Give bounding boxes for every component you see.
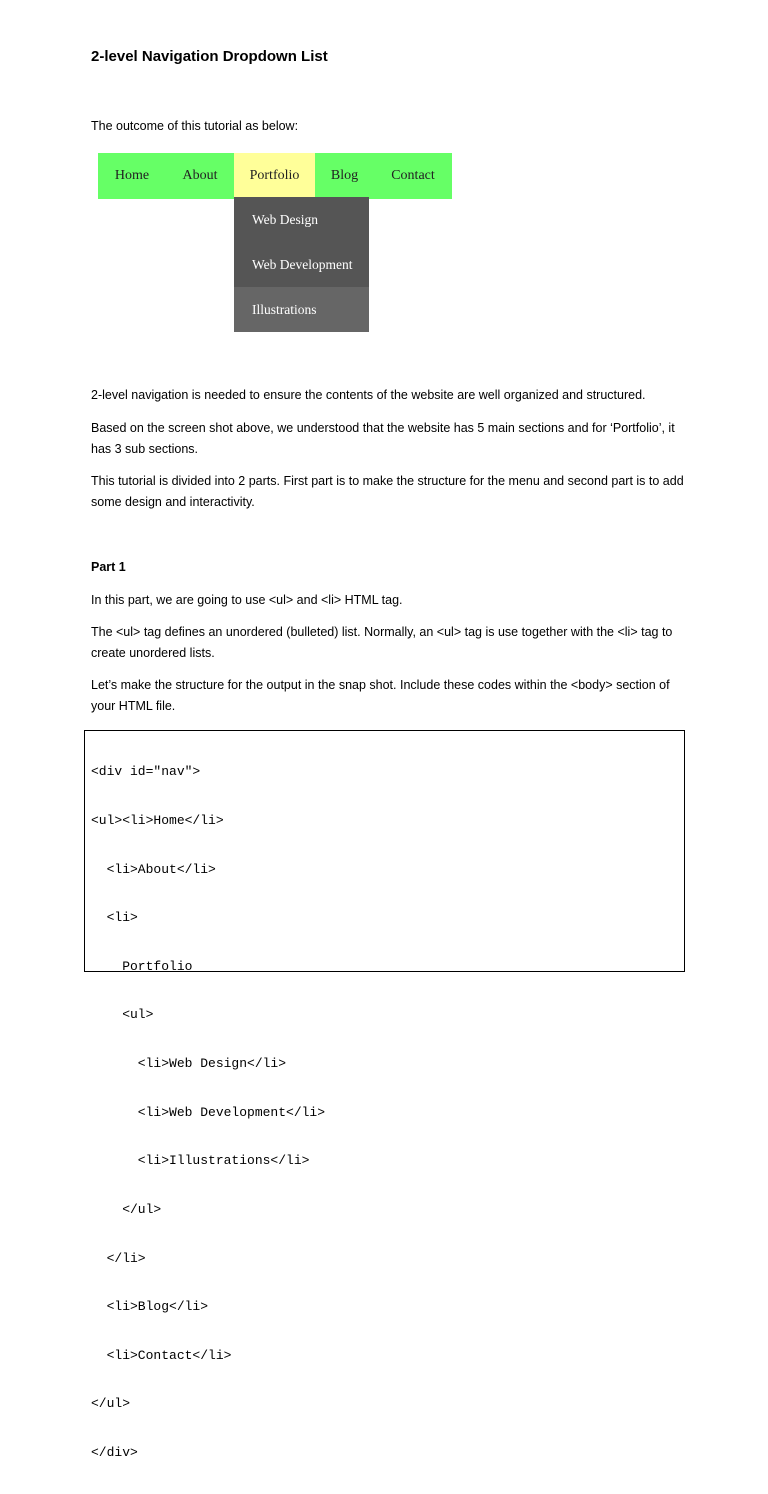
demo-nav-item-blog: Blog (330, 168, 359, 183)
part1-paragraph: Let’s make the structure for the output in the snap shot. Include these codes within the <body> section of your HTML file. (91, 678, 670, 713)
document-title: 2-level Navigation Dropdown List (91, 48, 328, 65)
demo-nav-item-portfolio: Portfolio (234, 153, 315, 199)
code-line: Portfolio (91, 958, 193, 974)
code-line: <div id="nav"> (91, 764, 201, 780)
code-line: <li>Illustrations</li> (91, 1153, 310, 1169)
code-line: </ul> (91, 1201, 162, 1217)
demo-nav-item-about: About (182, 168, 218, 183)
demo-submenu (234, 197, 369, 332)
code-line: <li>Blog</li> (91, 1299, 209, 1315)
code-line: <li>Web Design</li> (91, 1056, 287, 1072)
body-paragraph: 2-level navigation is needed to ensure the contents of the website are well organized and structured. (91, 388, 646, 402)
code-line: </div> (91, 1444, 138, 1460)
demo-submenu-item-illustrations: Illustrations (234, 287, 369, 332)
code-line: <li>Web Development</li> (91, 1104, 326, 1120)
part1-paragraph: In this part, we are going to use <ul> and <li> HTML tag. (91, 593, 403, 607)
code-line: </li> (91, 1250, 146, 1266)
code-line: </ul> (91, 1396, 131, 1412)
demo-nav-item-home: Home (114, 168, 150, 183)
body-paragraph: Based on the screen shot above, we understood that the website has 5 main sections and for ‘Portfolio’, it has 3 sub sections. (91, 421, 675, 456)
code-line: <ul> (91, 1007, 154, 1023)
code-block (84, 730, 685, 1460)
demo-submenu-item-web-design: Web Design (252, 212, 319, 227)
code-line: <li>About</li> (91, 861, 216, 877)
demo-submenu-item-web-development: Web Development (252, 257, 353, 272)
intro-paragraph: The outcome of this tutorial as below: (91, 119, 299, 133)
part1-paragraph: The <ul> tag defines an unordered (bulleted) list. Normally, an <ul> tag is use together with the <li> tag to create unordered lists. (91, 625, 673, 660)
body-paragraph: This tutorial is divided into 2 parts. First part is to make the structure for the menu and second part is to add some design and interactivity. (91, 474, 684, 509)
code-line: <li> (91, 910, 138, 926)
demo-nav-item-contact: Contact (391, 168, 435, 183)
code-line: <li>Contact</li> (91, 1347, 232, 1363)
demo-nav-bar (98, 153, 452, 199)
code-line: <ul><li>Home</li> (91, 813, 224, 829)
part1-heading: Part 1 (91, 560, 126, 574)
